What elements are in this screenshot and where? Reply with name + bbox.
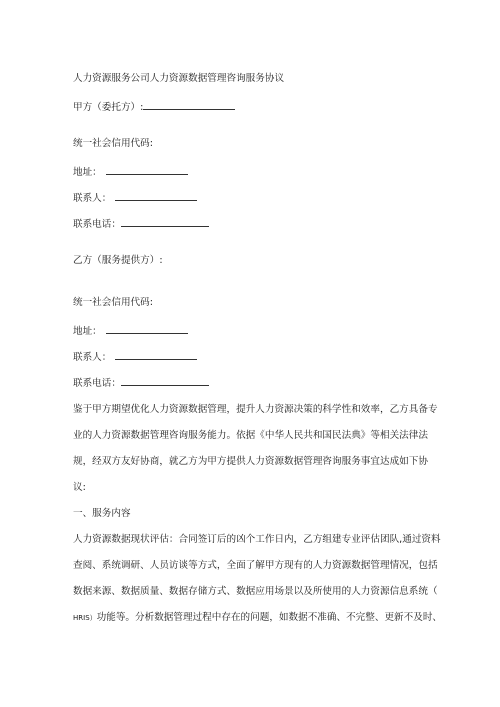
intro-line-1: 鉴于甲方期望优化人力资源数据管理，提升人力资源决策的科学性和效率，乙方具备专 bbox=[73, 404, 438, 415]
party-a-address-label: 地址： bbox=[73, 167, 102, 178]
party-b-phone-line bbox=[73, 374, 209, 391]
party-a-label: 甲方（委托方）: bbox=[73, 102, 144, 113]
intro-line-3: 规，经双方友好协商，就乙方为甲方提供人力资源数据管理咨询服务事宜达成如下协 bbox=[73, 456, 428, 467]
party-a-phone-blank[interactable] bbox=[121, 215, 209, 227]
party-b-phone-label: 联系电话： bbox=[73, 378, 121, 389]
party-b-label: 乙方（服务提供方）: bbox=[73, 255, 163, 266]
party-b-contact-blank[interactable] bbox=[115, 348, 197, 360]
intro-line-2: 业的人力资源数据管理咨询服务能力。依据《中华人民共和国民法典》等相关法律法 bbox=[73, 430, 428, 441]
party-a-contact-label: 联系人： bbox=[73, 193, 112, 204]
party-a-address-blank[interactable] bbox=[106, 163, 188, 175]
party-b-phone-blank[interactable] bbox=[121, 374, 209, 386]
party-b-address-label: 地址： bbox=[73, 326, 102, 337]
section-1-heading: 一、服务内容 bbox=[73, 508, 131, 519]
party-a-phone-label: 联系电话： bbox=[73, 219, 121, 230]
section-1-line-4 bbox=[73, 611, 442, 625]
party-a-line bbox=[73, 98, 235, 115]
party-b-credit-code-label: 统一社会信用代码: bbox=[73, 297, 153, 308]
party-b-address-blank[interactable] bbox=[106, 322, 188, 334]
hris-abbrev: HRIS） bbox=[73, 614, 97, 622]
party-a-contact-blank[interactable] bbox=[115, 189, 197, 201]
party-a-phone-line bbox=[73, 215, 209, 232]
party-b-contact-label: 联系人： bbox=[73, 352, 112, 363]
section-1-line-2: 查阅、系统调研、人员访谈等方式，全面了解甲方现有的人力资源数据管理情况，包括 bbox=[73, 560, 438, 571]
document-title: 人力资源服务公司人力资源数据管理咨询服务协议 bbox=[73, 73, 285, 84]
party-b-contact-line bbox=[73, 348, 197, 365]
intro-line-4: 议: bbox=[73, 482, 86, 493]
party-a-blank[interactable] bbox=[143, 98, 235, 110]
party-b-address-line bbox=[73, 322, 188, 339]
section-1-line-4-text: 功能等。分析数据管理过程中存在的问题，如数据不准确、不完整、更新不及时、 bbox=[96, 612, 443, 623]
party-a-credit-code-label: 统一社会信用代码: bbox=[73, 138, 153, 149]
section-1-line-3: 数据来源、数据质量、数据存储方式、数据应用场景以及所使用的人力资源信息系统（ bbox=[73, 586, 438, 597]
party-a-contact-line bbox=[73, 189, 197, 206]
party-a-address-line bbox=[73, 163, 188, 180]
section-1-line-1: 人力资源数据现状评估：合同签订后的凶个工作日内，乙方组建专业评估团队,通过资料 bbox=[73, 534, 441, 545]
